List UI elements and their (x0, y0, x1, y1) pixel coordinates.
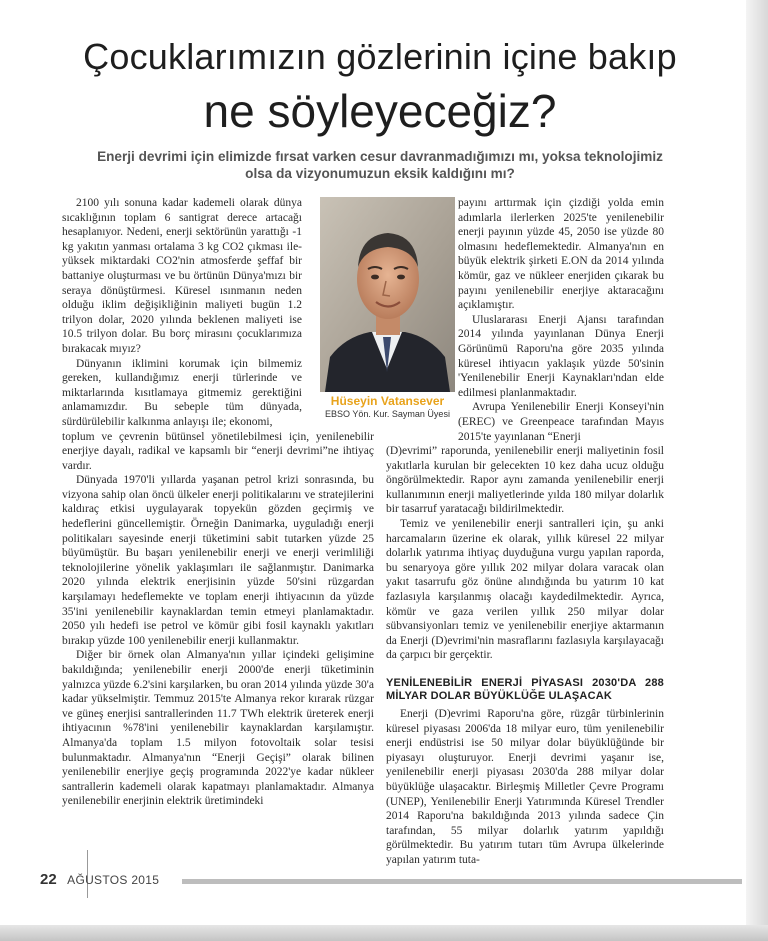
page-footer (40, 871, 159, 889)
section-subheading: YENİLENEBİLİR ENERJİ PİYASASI 2030'DA 288 MİLYAR DOLAR BÜYÜKLÜĞE ULAŞACAK (386, 677, 664, 702)
author-role: EBSO Yön. Kur. Sayman Üyesi (325, 409, 450, 419)
paragraph: (D)evrimi” raporunda, yenilenebilir enerji maliyetinin fosil yakıtlarla kurulan bir gelecekten 10 kez daha ucuz olduğu öngörülmektedir. Rapor aynı zamanda yenilenebilir enerji kullanımının enerji maliyetlerinde yılda 180 milyar dolarlık bir tasarruf yaratacağı bildirilmektedir. (386, 445, 664, 516)
paragraph: Diğer bir örnek olan Almanya'nın yıllar içindeki gelişimine bakıldığında; yenilenebilir enerji 2000'de enerji tüketiminin yalnızca yüzde 6.2'sini karşılarken, bu oran 2014 yılında yüzde 30'a kadar yükselmiştir. Temmuz 2015'te Almanya rekor kırarak rüzgar ve güneş enerjisi santrallerinden 11.7 TWh elektrik üreterek enerji ihtiyacının %78'ini yenilenebilir kaynaklardan karşılamıştır. Almanya'da toplam 1.5 milyon fotovoltaik solar tesisi bulunmaktadır. Almanya'nın “Enerji Geçişi” olarak bilinen yenilenebilir enerjiye geçiş programında 2022'ye kadar nükleer santrallerin kademeli olarak kapatmayı planlamaktadır. Almanya yenilenebilir enerjinin elektrik üretimindeki (62, 649, 374, 808)
paragraph: toplum ve çevrenin bütünsel yönetilebilmesi için, yenilenebilir enerjiye dayalı, radikal ve kapsamlı bir “enerji devrimi”ne ihtiyaç vardır. (62, 430, 374, 472)
article-column-right (386, 196, 664, 868)
paragraph: Temiz ve yenilenebilir enerji santralleri için, şu anki harcamaların üzerine ek olarak, yıllık küresel 22 milyar dolarlık yatırıma ihtiyaç duyduğuna vurgu yapılan raporda, bu senaryoya göre yıllık 202 milyar dolara varacak olan yakıt tasarrufu göz önüne alındığında bu yatırım 10 kat fazlasıyla karşılanmış olacağı kaydedilmektedir. Ayrıca, kömür ve gaza verilen yıllık 250 milyar dolar sübvansiyonları temiz ve yenilenebilir enerjiye aktarmanın da Enerji (D)evrimi'nin masraflarını fazlasıyla karşılayacağı da çarpıcı bir gerçektir. (386, 518, 664, 662)
article-title-line1: Çocuklarımızın gözlerinin içine bakıp (83, 36, 677, 77)
footer-rule (182, 879, 742, 884)
page-bottom-shadow (0, 925, 768, 941)
paragraph: Enerji (D)evrimi Raporu'na göre, rüzgâr türbinlerinin küresel piyasası 2006'da 18 milyar euro, tüm yenilenebilir enerji endüstrisi ise 50 milyar dolar büyüklüğünde bir piyasayı oluşturuyor. Enerji devrimi yaşanır ise, yenilenebilir enerji piyasası 2030'da 288 milyar dolar büyüklüğe ulaşacaktır. Birleşmiş Milletler Çevre Programı (UNEP), Yenilenebilir Enerji Yatırımında Küresel Trendler 2014 Raporu'na bakıldığında 2013 yılında sadece Çin tarafından, 55 milyar dolarlık yatırım yapıldığı görülmektedir. Bu yatırım tutarı tüm Avrupa ülkelerinde yapılan yatırım tuta- (386, 708, 664, 866)
issue-date: AĞUSTOS 2015 (67, 873, 160, 887)
article-column-left (62, 196, 374, 809)
author-name: Hüseyin Vatansever (330, 394, 445, 408)
article-subtitle: Enerji devrimi için elimizde fırsat varken cesur davranmadığımızı mı, yoksa teknolojimiz olsa da vizyonumuzun eksik kaldığını mı? (97, 149, 663, 181)
paragraph: 2100 yılı sonuna kadar kademeli olarak dünya sıcaklığının toplam 6 santigrat derece artacağı hesaplanıyor. Nedeni, enerji sektörünün yarattığı -1 kg yakıtın yanması ortalama 3 kg CO2 çıkması ile- yüksek miktardaki CO2'nin atmosferde şeffaf bir battaniye oluşturması ve bu örtünün Dünya'mızı bir seraya dönüştürmesi. Küresel ısınmanın neden olduğu iklim değişikliğinin maliyeti bugün 1.2 trilyon dolar, 2020 yılında beklenen maliyeti ise 10.5 trilyon dolar. Bu borç mirasını çocuklarımıza bırakacak mıyız? (62, 197, 302, 355)
paragraph: Dünyada 1970'li yıllarda yaşanan petrol krizi sonrasında, bu vizyona sahip olan öncü ülkeler enerji politikalarını ve stratejilerini kaldıraç etkisi uygulayarak topyekün gözden geçirmiş ve hedeflerini güncellemiştir. Örneğin Danimarka, uyguladığı enerji politikaları sayesinde enerji tüketimini sabit tutarken yüzde 25 büyümüştür. Bu başarı yenilenebilir enerji ve enerji verimliliği teknolojilerine yönelik yaklaşımları ile sağlanmıştır. Danimarka 2020 yılında elektrik enerjisinin yüzde 50'sini rüzgardan karşılamayı hedeflemekte ve toplam enerji ihtiyacının da yüzde 35'ini yenilenebilir kaynaklardan temin etmeyi planlamaktadır. 2050 yılı hedefi ise petrol ve kömür gibi fosil kaynaklı yakıtları bırakıp yüzde 100 yenilenebilir enerji kullanmaktır. (62, 474, 374, 647)
page-edge-shadow (746, 0, 768, 941)
page-number: 22 (40, 871, 57, 888)
paragraph: Uluslararası Enerji Ajansı tarafından 2014 yılında yayınlanan Dünya Enerji Görünümü Raporu'na göre 2035 yılında küresel ihtiyacın yaklaşık yüzde 50'sinin 'Yenilenebilir Enerji Kaynakları'ndan elde edilmesi planlanmaktadır. (458, 313, 664, 399)
paragraph: Dünyanın iklimini korumak için bilmemiz gereken, kullandığımız enerji türlerinde ve miktarlarında kısıtlamaya gitmemiz gerektiğini anlamamızdır. Bu sebeple tüm dünyada, sürdürülebilir kalkınma anlayışı ile; ekonomi, (62, 357, 302, 428)
article-title-line2: ne söyleyeceğiz? (203, 85, 557, 137)
paragraph: Avrupa Yenilenebilir Enerji Konseyi'nin (EREC) ve Greenpeace tarafından Mayıs 2015'te yayınlanan “Enerji (458, 401, 664, 443)
paragraph: payını arttırmak için çizdiği yolda emin adımlarla ilerlerken 2025'te yenilenebilir enerji payının yüzde 45, 2050 ise yüzde 80 olmasını hedeflemektedir. Almanya'nın en büyük elektrik şirketi E.ON da 2014 yılında kömür, gaz ve nükleer enerjiden çıkarak bu payını yenilenebilir enerjiye aktaracağını açıklamıştır. (458, 197, 664, 312)
